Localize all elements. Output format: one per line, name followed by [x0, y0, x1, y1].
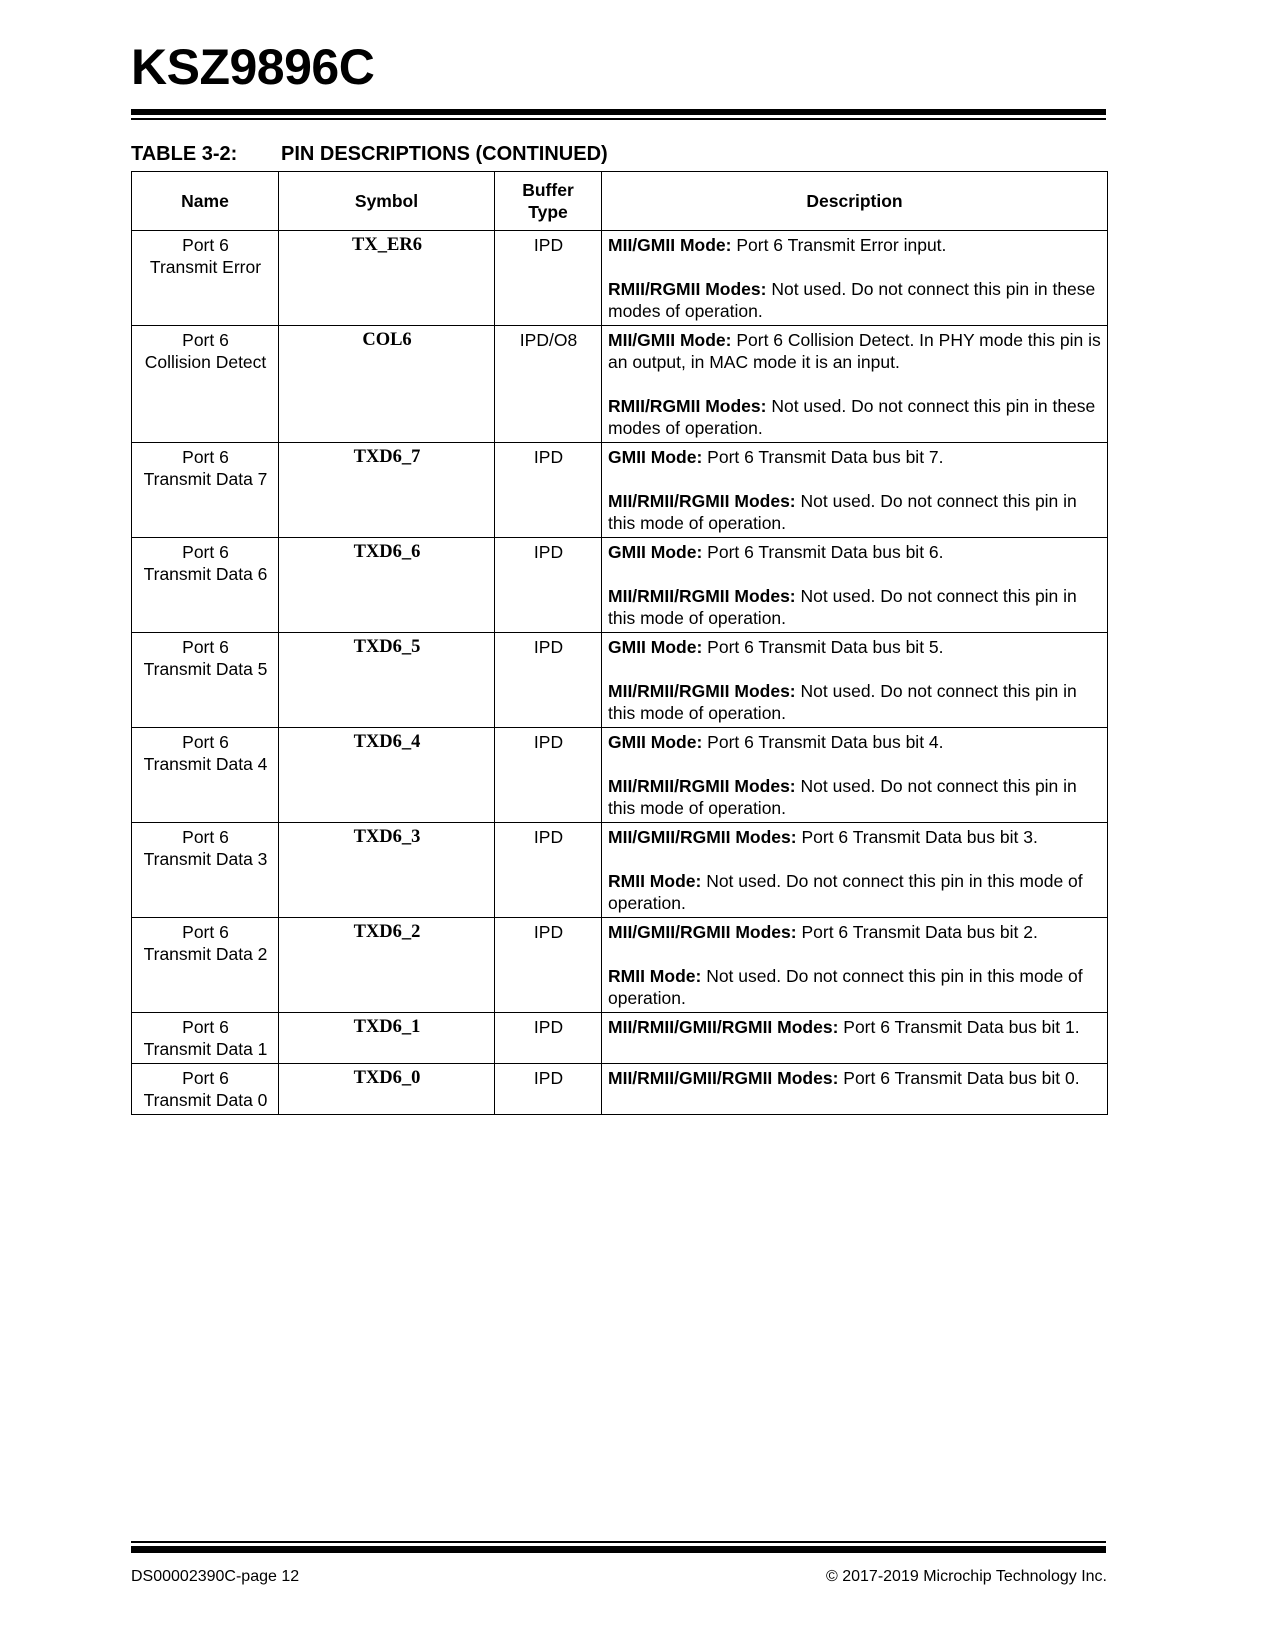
- pin-symbol: TX_ER6: [279, 231, 495, 326]
- pin-buffer-type: IPD: [495, 918, 602, 1013]
- table-row: [132, 728, 1108, 823]
- pin-name-cell: [132, 633, 279, 728]
- pin-description: [602, 231, 1108, 326]
- pin-description: [602, 326, 1108, 443]
- pin-symbol: TXD6_5: [279, 633, 495, 728]
- description-paragraph: [608, 731, 1102, 753]
- mode-text: Port 6 Transmit Data bus bit 0.: [838, 1068, 1080, 1088]
- mode-label: GMII Mode:: [608, 732, 703, 752]
- paragraph-gap: [608, 373, 1102, 395]
- pin-description: [602, 918, 1108, 1013]
- mode-label: MII/GMII Mode:: [608, 330, 732, 350]
- paragraph-gap: [608, 563, 1102, 585]
- pin-name-cell: [132, 728, 279, 823]
- pin-name-line1: Port 6: [182, 637, 229, 657]
- description-paragraph: [608, 585, 1102, 629]
- mode-text: Not used. Do not connect this pin in this mode of operation.: [608, 871, 1083, 913]
- pin-symbol: TXD6_1: [279, 1013, 495, 1064]
- mode-text: Not used. Do not connect this pin in this mode of operation.: [608, 491, 1077, 533]
- paragraph-gap: [608, 658, 1102, 680]
- pin-symbol: TXD6_2: [279, 918, 495, 1013]
- mode-label: MII/RMII/RGMII Modes:: [608, 681, 796, 701]
- mode-text: Port 6 Transmit Data bus bit 7.: [702, 447, 944, 467]
- mode-label: RMII Mode:: [608, 966, 702, 986]
- footer-doc-page: DS00002390C-page 12: [131, 1568, 300, 1585]
- description-paragraph: [608, 826, 1102, 848]
- pin-symbol: TXD6_3: [279, 823, 495, 918]
- document-title: KSZ9896C: [131, 39, 375, 95]
- pin-name-line1: Port 6: [182, 827, 229, 847]
- pin-name-line1: Port 6: [182, 922, 229, 942]
- mode-label: GMII Mode:: [608, 542, 703, 562]
- column-header-name: Name: [132, 172, 279, 231]
- pin-symbol: TXD6_4: [279, 728, 495, 823]
- mode-text: Not used. Do not connect this pin in this mode of operation.: [608, 776, 1077, 818]
- pin-buffer-type: IPD: [495, 538, 602, 633]
- description-paragraph: [608, 278, 1102, 322]
- mode-label: MII/RMII/GMII/RGMII Modes:: [608, 1068, 839, 1088]
- description-paragraph: [608, 775, 1102, 819]
- pin-description: [602, 443, 1108, 538]
- description-paragraph: [608, 965, 1102, 1009]
- pin-description: [602, 1064, 1108, 1115]
- pin-name-line1: Port 6: [182, 1017, 229, 1037]
- pin-name-line1: Port 6: [182, 330, 229, 350]
- pin-name-line2: Transmit Data 2: [143, 944, 268, 964]
- description-paragraph: [608, 329, 1102, 373]
- mode-text: Not used. Do not connect this pin in this mode of operation.: [608, 681, 1077, 723]
- pin-name-line2: Transmit Data 6: [143, 564, 268, 584]
- mode-text: Port 6 Transmit Data bus bit 3.: [796, 827, 1038, 847]
- mode-text: Not used. Do not connect this pin in this mode of operation.: [608, 966, 1083, 1008]
- column-header-buffer-line2: Type: [528, 202, 568, 222]
- pin-name-cell: [132, 1064, 279, 1115]
- mode-text: Port 6 Transmit Data bus bit 1.: [838, 1017, 1080, 1037]
- footer-rule-thin: [131, 1541, 1106, 1543]
- paragraph-gap: [608, 468, 1102, 490]
- mode-label: MII/RMII/RGMII Modes:: [608, 586, 796, 606]
- pin-description: [602, 823, 1108, 918]
- mode-label: RMII/RGMII Modes:: [608, 396, 767, 416]
- mode-label: RMII/RGMII Modes:: [608, 279, 767, 299]
- header-rule-thin: [131, 118, 1106, 120]
- pin-buffer-type: IPD: [495, 728, 602, 823]
- table-body: [132, 231, 1108, 1115]
- description-paragraph: [608, 446, 1102, 468]
- pin-name-cell: [132, 823, 279, 918]
- pin-name-line2: Transmit Data 4: [143, 754, 268, 774]
- pin-name-line1: Port 6: [182, 542, 229, 562]
- paragraph-gap: [608, 848, 1102, 870]
- description-paragraph: [608, 395, 1102, 439]
- pin-name-line2: Transmit Data 7: [143, 469, 268, 489]
- table-header-row: [132, 172, 1108, 231]
- table-caption-number: TABLE 3-2:: [131, 143, 238, 165]
- description-paragraph: [608, 870, 1102, 914]
- footer-copyright: © 2017-2019 Microchip Technology Inc.: [826, 1568, 1107, 1585]
- pin-description: [602, 633, 1108, 728]
- paragraph-gap: [608, 943, 1102, 965]
- mode-text: Port 6 Transmit Data bus bit 2.: [796, 922, 1038, 942]
- column-header-buffer-line1: Buffer: [522, 180, 574, 200]
- table-row: [132, 1013, 1108, 1064]
- pin-buffer-type: IPD/O8: [495, 326, 602, 443]
- mode-label: MII/GMII/RGMII Modes:: [608, 922, 797, 942]
- description-paragraph: [608, 234, 1102, 256]
- column-header-description: Description: [602, 172, 1108, 231]
- pin-name-line2: Transmit Error: [149, 257, 262, 277]
- table-row: [132, 538, 1108, 633]
- pin-symbol: TXD6_6: [279, 538, 495, 633]
- mode-label: MII/GMII Mode:: [608, 235, 732, 255]
- pin-name-line2: Transmit Data 0: [143, 1090, 268, 1110]
- pin-buffer-type: IPD: [495, 1013, 602, 1064]
- paragraph-gap: [608, 753, 1102, 775]
- table-caption-title: PIN DESCRIPTIONS (CONTINUED): [281, 143, 608, 165]
- pin-name-cell: [132, 538, 279, 633]
- table-caption: [131, 144, 608, 164]
- header-rule-thick: [131, 109, 1106, 115]
- pin-name-line1: Port 6: [182, 235, 229, 255]
- table-row: [132, 633, 1108, 728]
- pin-name-cell: [132, 326, 279, 443]
- mode-text: Port 6 Collision Detect. In PHY mode this pin is an output, in MAC mode it is an input.: [608, 330, 1101, 372]
- pin-description: [602, 1013, 1108, 1064]
- pin-name-line2: Transmit Data 3: [143, 849, 268, 869]
- description-paragraph: [608, 490, 1102, 534]
- table-row: [132, 918, 1108, 1013]
- description-paragraph: [608, 1067, 1102, 1089]
- description-paragraph: [608, 636, 1102, 658]
- pin-buffer-type: IPD: [495, 823, 602, 918]
- mode-text: Not used. Do not connect this pin in these modes of operation.: [608, 396, 1096, 438]
- table-row: [132, 823, 1108, 918]
- mode-label: RMII Mode:: [608, 871, 702, 891]
- table-row: [132, 1064, 1108, 1115]
- paragraph-gap: [608, 256, 1102, 278]
- mode-text: Port 6 Transmit Data bus bit 5.: [702, 637, 944, 657]
- mode-label: GMII Mode:: [608, 637, 703, 657]
- pin-name-line1: Port 6: [182, 732, 229, 752]
- pin-descriptions-table: [131, 171, 1108, 1115]
- description-paragraph: [608, 680, 1102, 724]
- column-header-symbol: Symbol: [279, 172, 495, 231]
- mode-text: Port 6 Transmit Data bus bit 6.: [702, 542, 944, 562]
- mode-label: MII/RMII/GMII/RGMII Modes:: [608, 1017, 839, 1037]
- mode-text: Not used. Do not connect this pin in this mode of operation.: [608, 586, 1077, 628]
- mode-text: Port 6 Transmit Data bus bit 4.: [702, 732, 944, 752]
- pin-name-cell: [132, 918, 279, 1013]
- mode-text: Not used. Do not connect this pin in these modes of operation.: [608, 279, 1096, 321]
- pin-buffer-type: IPD: [495, 633, 602, 728]
- pin-name-cell: [132, 1013, 279, 1064]
- mode-label: GMII Mode:: [608, 447, 703, 467]
- table-row: [132, 443, 1108, 538]
- column-header-buffer-type: [495, 172, 602, 231]
- mode-text: Port 6 Transmit Error input.: [731, 235, 947, 255]
- pin-symbol: COL6: [279, 326, 495, 443]
- pin-name-line1: Port 6: [182, 447, 229, 467]
- pin-buffer-type: IPD: [495, 1064, 602, 1115]
- pin-name-line2: Transmit Data 5: [143, 659, 268, 679]
- description-paragraph: [608, 921, 1102, 943]
- pin-name-line1: Port 6: [182, 1068, 229, 1088]
- pin-description: [602, 538, 1108, 633]
- footer-rule-thick: [131, 1546, 1106, 1553]
- table-row: [132, 326, 1108, 443]
- pin-buffer-type: IPD: [495, 231, 602, 326]
- mode-label: MII/RMII/RGMII Modes:: [608, 491, 796, 511]
- description-paragraph: [608, 1016, 1102, 1038]
- description-paragraph: [608, 541, 1102, 563]
- pin-symbol: TXD6_0: [279, 1064, 495, 1115]
- pin-buffer-type: IPD: [495, 443, 602, 538]
- mode-label: MII/GMII/RGMII Modes:: [608, 827, 797, 847]
- pin-description: [602, 728, 1108, 823]
- pin-symbol: TXD6_7: [279, 443, 495, 538]
- table-row: [132, 231, 1108, 326]
- pin-name-line2: Collision Detect: [144, 352, 267, 372]
- pin-name-cell: [132, 443, 279, 538]
- mode-label: MII/RMII/RGMII Modes:: [608, 776, 796, 796]
- pin-name-line2: Transmit Data 1: [143, 1039, 268, 1059]
- pin-name-cell: [132, 231, 279, 326]
